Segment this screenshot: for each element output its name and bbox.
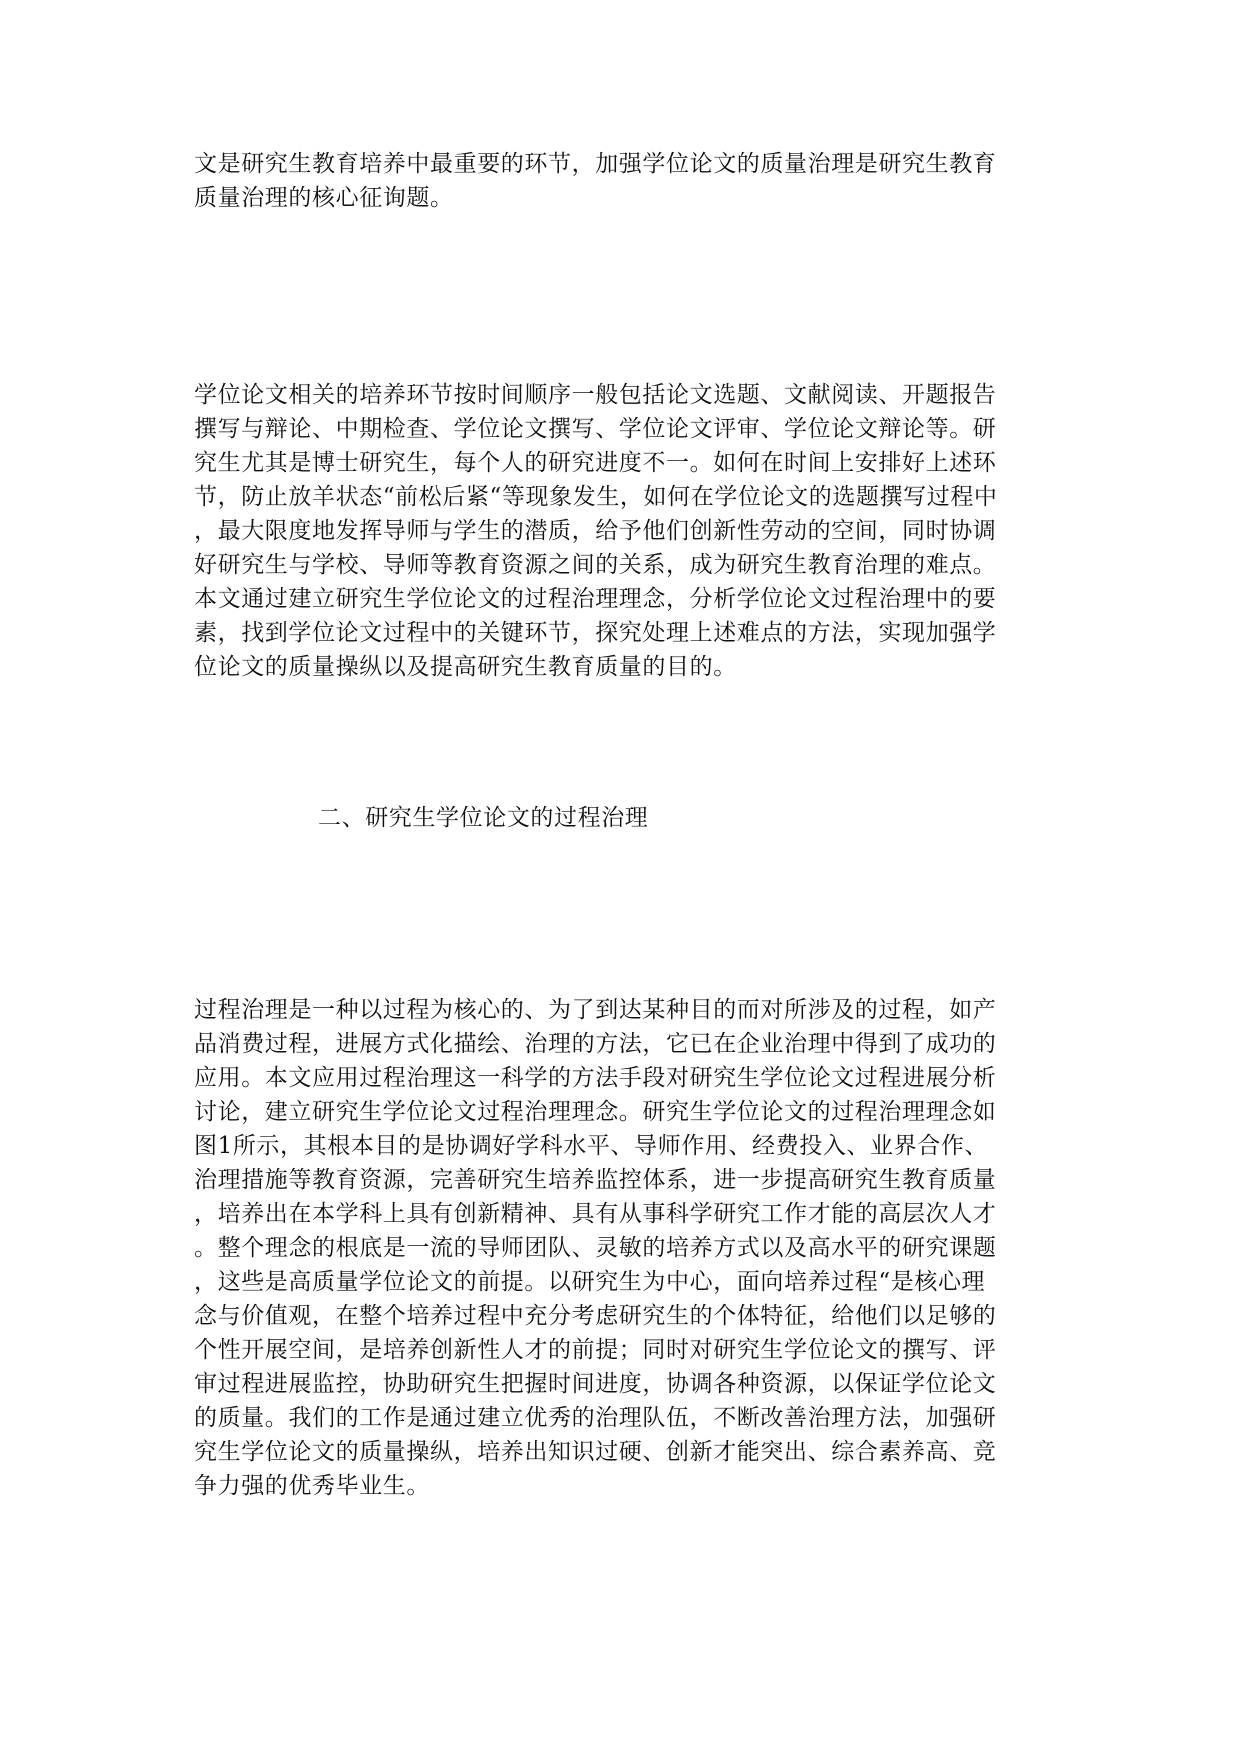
paragraph-line: 过程治理是一种以过程为核心的、为了到达某种目的而对所涉及的过程，如产 (194, 997, 997, 1023)
paragraph-line: 好研究生与学校、导师等教育资源之间的关系，成为研究生教育治理的难点。 (194, 552, 997, 578)
body-paragraph-2 (194, 378, 1052, 684)
paragraph-line: 品消费过程，进展方式化描绘、治理的方法，它已在企业治理中得到了成功的 (194, 1031, 997, 1057)
paragraph-line: ，最大限度地发挥导师与学生的潜质，给予他们创新性劳动的空间，同时协调 (194, 518, 997, 544)
paragraph-line: 念与价值观，在整个培养过程中充分考虑研究生的个体特征，给他们以足够的 (194, 1303, 997, 1329)
paragraph-line: 应用。本文应用过程治理这一科学的方法手段对研究生学位论文过程进展分析 (194, 1065, 997, 1091)
section-heading: 二、研究生学位论文的过程治理 (318, 805, 649, 831)
paragraph-line: 图1所示，其根本目的是协调好学科水平、导师作用、经费投入、业界合作、 (194, 1133, 989, 1159)
body-paragraph-3 (194, 993, 1052, 1503)
paragraph-line: 撰写与辩论、中期检查、学位论文撰写、学位论文评审、学位论文辩论等。研 (194, 416, 997, 442)
paragraph-line: 讨论，建立研究生学位论文过程治理理念。研究生学位论文的过程治理理念如 (194, 1099, 997, 1125)
paragraph-line: 节，防止放羊状态“前松后紧“等现象发生，如何在学位论文的选题撰写过程中 (194, 484, 998, 510)
paragraph-line: 究生尤其是博士研究生，每个人的研究进度不一。如何在时间上安排好上述环 (194, 450, 997, 476)
paragraph-line: 争力强的优秀毕业生。 (194, 1473, 430, 1499)
paragraph-line: 质量治理的核心征询题。 (194, 185, 454, 211)
paragraph-line: 的质量。我们的工作是通过建立优秀的治理队伍，不断改善治理方法，加强研 (194, 1405, 997, 1431)
paragraph-line: 究生学位论文的质量操纵，培养出知识过硬、创新才能突出、综合素养高、竞 (194, 1439, 997, 1465)
paragraph-line: 学位论文相关的培养环节按时间顺序一般包括论文选题、文献阅读、开题报告 (194, 382, 997, 408)
paragraph-line: 素，找到学位论文过程中的关键环节，探究处理上述难点的方法，实现加强学 (194, 620, 997, 646)
paragraph-line: 审过程进展监控，协助研究生把握时间进度，协调各种资源，以保证学位论文 (194, 1371, 997, 1397)
body-paragraph-1 (194, 147, 1052, 215)
paragraph-line: 文是研究生教育培养中最重要的环节，加强学位论文的质量治理是研究生教育 (194, 151, 997, 177)
paragraph-line: ，这些是高质量学位论文的前提。以研究生为中心，面向培养过程“是核心理 (194, 1269, 986, 1295)
paragraph-line: 治理措施等教育资源，完善研究生培养监控体系，进一步提高研究生教育质量 (194, 1167, 997, 1193)
paragraph-line: 。整个理念的根底是一流的导师团队、灵敏的培养方式以及高水平的研究课题 (194, 1235, 997, 1261)
paragraph-line: 本文通过建立研究生学位论文的过程治理理念，分析学位论文过程治理中的要 (194, 586, 997, 612)
paragraph-line: ，培养出在本学科上具有创新精神、具有从事科学研究工作才能的高层次人才 (194, 1201, 997, 1227)
paragraph-line: 个性开展空间，是培养创新性人才的前提；同时对研究生学位论文的撰写、评 (194, 1337, 997, 1363)
paragraph-line: 位论文的质量操纵以及提高研究生教育质量的目的。 (194, 654, 737, 680)
